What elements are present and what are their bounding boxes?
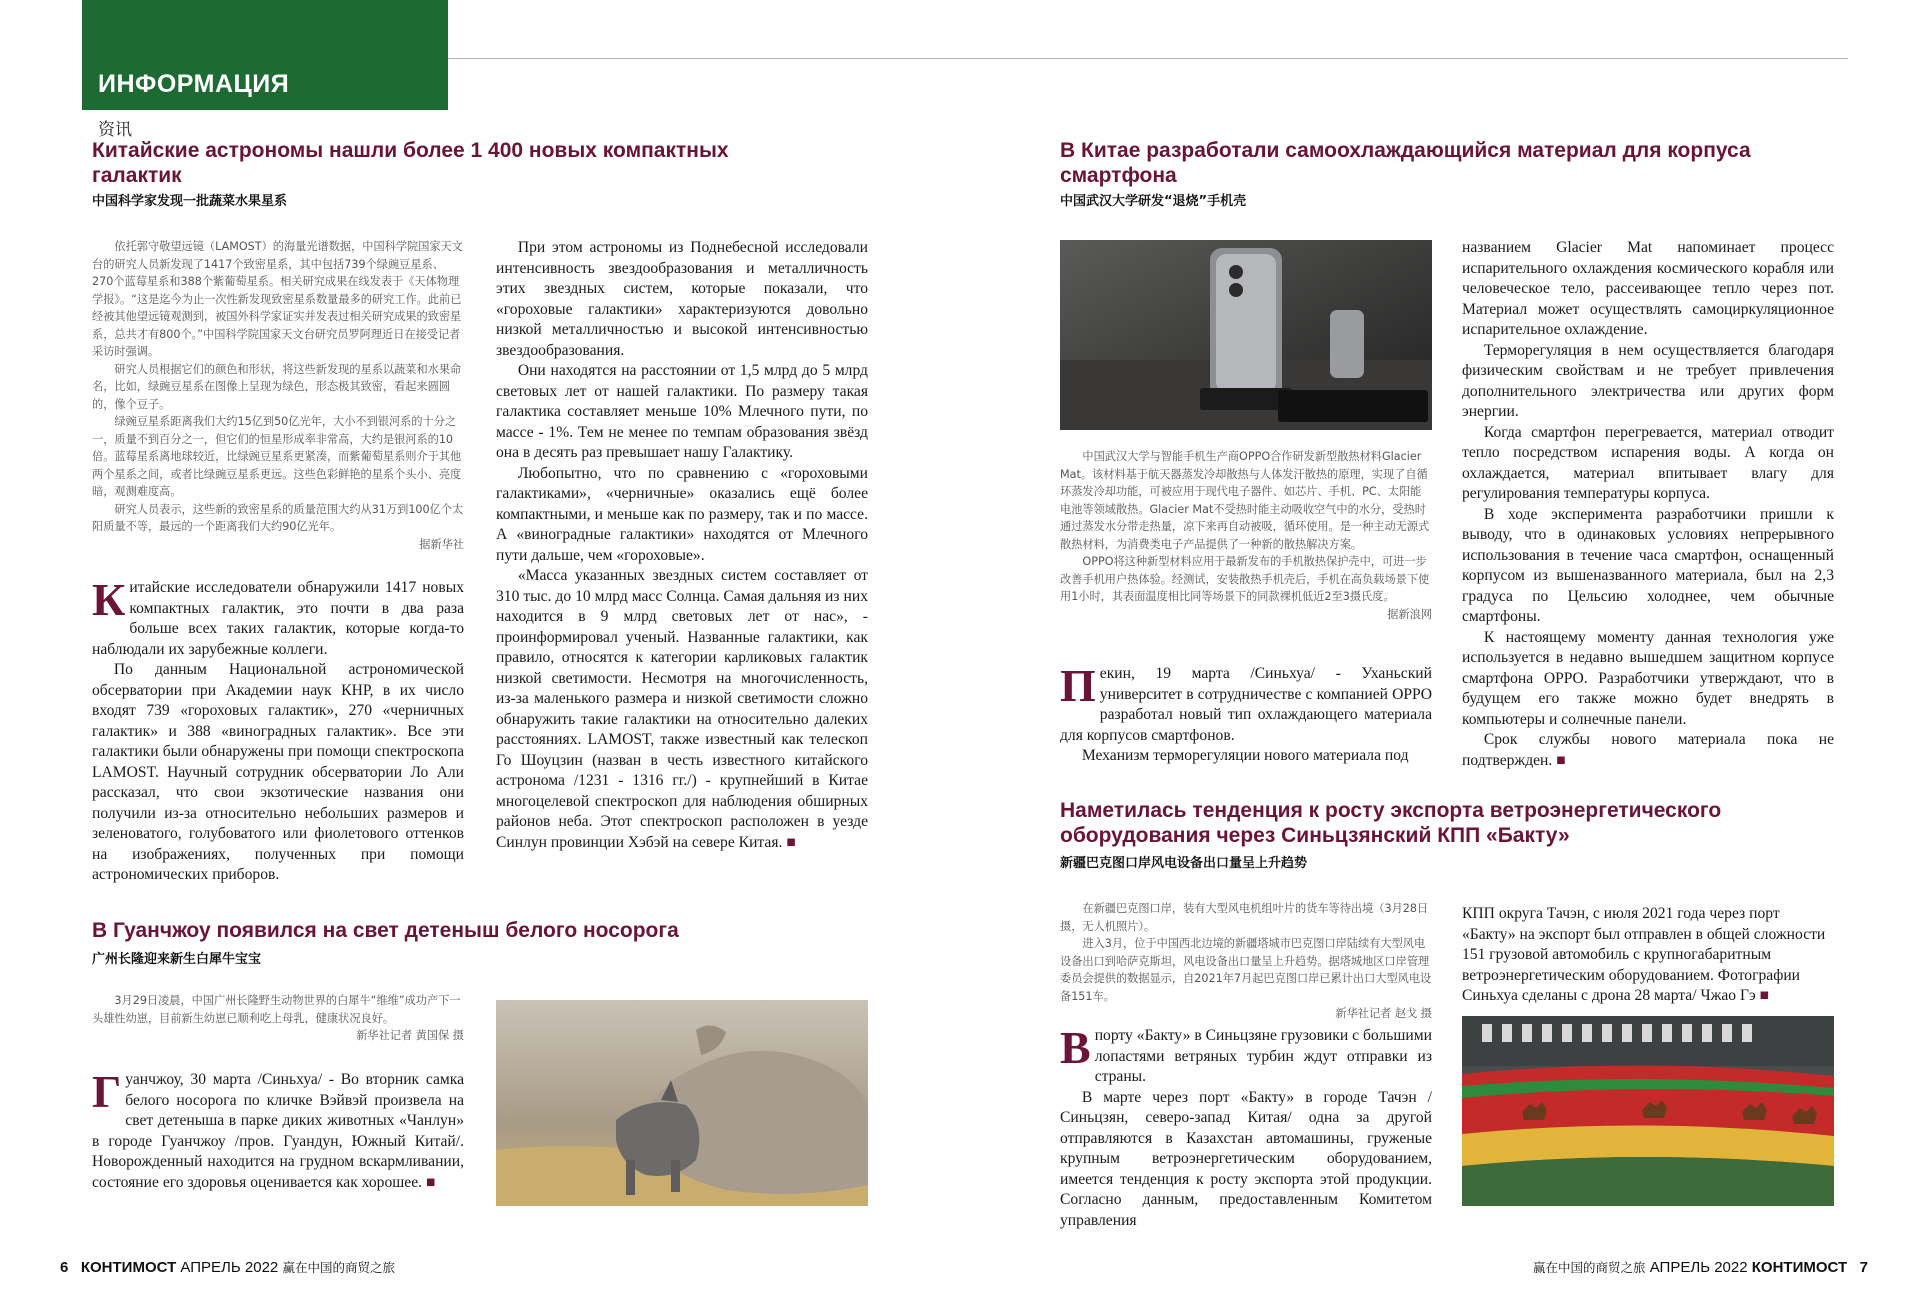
article4-cn-credit: 新华社记者 赵戈 摄 (1335, 1007, 1432, 1020)
rhino-photo-illustration (496, 1000, 868, 1206)
article2-ru-body (92, 1066, 464, 1193)
article3-end-mark: ■ (1556, 751, 1566, 769)
article4-ru-col2 (1462, 904, 1834, 1007)
port-aerial-photo-illustration (1462, 1016, 1834, 1206)
article4-cn-title: 新疆巴克图口岸风电设备出口量呈上升趋势 (1060, 856, 1308, 871)
footer-left-date: АПРЕЛЬ 2022 (180, 1259, 279, 1276)
article2-end-mark: ■ (425, 1173, 436, 1191)
port-aerial-photo (1462, 1016, 1834, 1206)
article1-ru-para-3: При этом астрономы из Поднебесной исследовали интенсивность звездообразования и металличность этих звездных систем, которые показали, что «гороховые галактики» характеризуются довольно низкой металличностью и высокой интенсивностью звездообразования. (496, 239, 868, 359)
article1-cn-para-1: 依托郭守敬望远镜（LAMOST）的海量光谱数据，中国科学院国家天文台的研究人员新发现了1417个致密星系，其中包括739个绿豌豆星系、270个蓝莓星系和388个紫葡萄星系。相关研究成果在线发表于《天体物理学报》。“这是迄今为止一次性新发现致密星系数量最多的研究工作。此前已经被其他望远镜观测到，被国外科学家证实并发表过相关研究成果的致密星系，总共才有800个。”中国科学院国家天文台研究员罗阿理近日在接受记者采访时强调。 (92, 240, 463, 358)
article4-end-mark: ■ (1759, 987, 1770, 1004)
article3-ru-col1 (1060, 660, 1432, 767)
article3-cn-credit: 据新浪网 (1387, 607, 1432, 621)
footer-left (60, 1258, 395, 1276)
article4-cn-para-1: 在新疆巴克图口岸，装有大型风电机组叶片的货车等待出境（3月28日摄，无人机照片）。 (1060, 902, 1429, 933)
top-rule (448, 58, 1848, 59)
article3-cn-body (1060, 448, 1432, 623)
article2-dropcap: Г (92, 1066, 122, 1117)
article1-end-mark: ■ (786, 833, 796, 851)
article3-headline: В Китае разработали самоохлаждающийся материал для корпуса смартфона (1060, 139, 1751, 187)
article3-ru-para-7: К настоящему моменту данная технология уже используется в недавно вышедшем защитном корпусе смартфона OPPO. Разработчики утверждают, что в будущем его также можно будет внедрять в компьютеры и солнечные панели. (1462, 628, 1834, 728)
article1-cn-credit: 据新华社 (419, 537, 464, 551)
article2-cn-para-1: 3月29日凌晨，中国广州长隆野生动物世界的白犀牛“维维”成功产下一头雄性幼崽，目前新生幼崽已顺利吃上母乳，健康状况良好。 (92, 994, 461, 1025)
article3-dropcap: П (1060, 660, 1096, 711)
article3-ru-para-6: В ходе эксперимента разработчики пришли к выводу, что в одинаковых условиях непрерывного использования в течение часа смартфон, оснащенный корпусом из вышеназванного материала, был на 2,3 градуса по Цельсию холоднее, чем обычные смартфоны. (1462, 505, 1834, 625)
article4-ru-para-2: В марте через порт «Бакту» в городе Тачэн /Синьцзян, северо-запад Китая/ одна за другой отправляются в Казахстан автомашины, груженые крупным ветроэнергетическим оборудованием, имеется тенденция к росту экспорта этой продукции. Согласно данным, предоставленным Комитетом управления (1060, 1088, 1432, 1229)
footer-right-page-number: 7 (1859, 1259, 1868, 1276)
article3-cn-para-1: 中国武汉大学与智能手机生产商OPPO合作研发新型散热材料Glacier Mat。该材料基于航天器蒸发冷却散热与人体发汗散热的原理，实现了自循环蒸发冷却功能，可被应用于现代电子器件、如芯片、手机、PC、太阳能电池等领域散热。Glacier Mat不受热时能主动吸收空气中的水分，受热时通过蒸发水分带走热量，凉下来再自动被吸，循环使用。是一种主动无源式散热材料，为消费类电子产品提供了一种新的散热解决方案。 (1060, 450, 1430, 551)
article1-headline: Китайские астрономы нашли более 1 400 новых компактных галактик (92, 139, 729, 187)
article3-ru-para-3: названием Glacier Mat напоминает процесс испарительного охлаждения космического корабля или человеческое тело, рассеивающее тепло через пот. Материал может осуществлять самоциркуляционное испарительное охлаждение. (1462, 239, 1834, 338)
article2-ru-para-1: уанчжоу, 30 марта /Синьхуа/ - Во вторник самка белого носорога по кличке Вэйвэй произвела на свет детеныша в парке диких животных «Чанлун» в городе Гуанчжоу /пров. Гуандун, Южный Китай/. Новорожденный находится на грудном вскармливании, состояние его здоровья оценивается как хорошее. (92, 1071, 464, 1191)
article1-ru-para-2: По данным Национальной астрономической обсерватории при Академии наук КНР, в их число входят 739 «гороховых галактик», 270 «черничных галактик» и 388 «виноградных галактик». Все эти галактики были обнаружены при помощи спектроскопа LAMOST. Научный сотрудник обсерватории Ло Али рассказал, что свои экзотические названия они получили из-за относительно небольших размеров и зеленоватого, голубоватого или фиолетового оттенков на изображениях, полученных при помощи астрономических приборов. (92, 661, 464, 883)
rhino-photo (496, 1000, 868, 1206)
article1-ru-col1 (92, 574, 464, 886)
article4-ru-col1 (1060, 1022, 1432, 1231)
section-cn-label: 资讯 (98, 120, 132, 140)
article1-ru-para-6: «Масса указанных звездных систем составляет от 310 тыс. до 10 млрд масс Солнца. Самая дальняя из них находится в 9 млрд световых лет от нас», - проинформировал ученый. Названные галактики, как правило, относятся к категории карликовых галактик низкой светимости. Несмотря на многочисленность, из-за маленького размера и низкой светимости сложно обнаружить такие галактики на относительно далеких расстояниях. LAMOST, также известный как телескоп Го Шоуцзин (назван в честь известного китайского астронома /1231 - 1316 гг./) - крупнейший в Китае многоцелевой спектроскоп для наблюдения обширных районов неба. Этот спектроскоп расположен в уезде Синлун провинции Хэбэй на севере Китая. (496, 567, 868, 851)
footer-right-brand: КОНТИМОСТ (1751, 1259, 1848, 1276)
smartphone-photo (1060, 240, 1432, 430)
article1-ru-para-1: итайские исследователи обнаружили 1417 новых компактных галактик, это почти в два раза больше всех таких галактик, которые когда-то наблюдали их зарубежные коллеги. (92, 579, 464, 658)
article4-ru-para-1: порту «Бакту» в Синьцзяне грузовики с большими лопастями ветряных турбин ждут отправки из страны. (1094, 1027, 1432, 1085)
article3-ru-para-1: екин, 19 марта /Синьхуа/ - Уханьский университет в сотрудничестве с компанией OPPO разработал новый тип охлаждающего материала для корпусов смартфонов. (1060, 665, 1432, 744)
article4-cn-para-2: 进入3月，位于中国西北边境的新疆塔城市巴克图口岸陆续有大型风电设备出口到哈萨克斯坦，风电设备出口量呈上升趋势。据塔城地区口岸管理委员会提供的数据显示，自2021年7月起巴克图口岸已累计出口大型风电设备151车。 (1060, 937, 1432, 1003)
article3-cn-para-2: OPPO将这种新型材料应用于最新发布的手机散热保护壳中，可进一步改善手机用户热体验。经测试，安装散热手机壳后，手机在高负载场景下使用1小时，其表面温度相比同等场景下的同款裸机低近2至3摄氏度。 (1060, 555, 1430, 603)
article3-ru-para-4: Терморегуляция в нем осуществляется благодаря физическим свойствам и не требует привлечения дополнительного электричества или других форм энергии. (1462, 341, 1834, 420)
article1-cn-para-2: 研究人员根据它们的颜色和形状，将这些新发现的星系以蔬菜和水果命名，比如，绿豌豆星系在图像上呈现为绿色，形态极其致密，看起来圆圆的，像个豆子。 (92, 362, 462, 411)
article1-ru-col2 (496, 238, 868, 853)
article1-cn-para-4: 研究人员表示，这些新的致密星系的质量范围大约从31万到100亿个太阳质量不等，最远的一个距离我们大约90亿光年。 (92, 502, 464, 533)
article1-cn-title: 中国科学家发现一批蔬菜水果星系 (92, 194, 288, 209)
article4-headline: Наметилась тенденция к росту экспорта ветроэнергетического оборудования через Синьцзянский КПП «Бакту» (1060, 799, 1722, 847)
article3-cn-title: 中国武汉大学研发“退烧”手机壳 (1060, 194, 1247, 209)
article1-ru-para-4: Они находятся на расстоянии от 1,5 млрд до 5 млрд световых лет от нашей галактики. По размеру такая галактика составляет меньше 10% Млечного пути, по массе - 1%. Тем не менее по темпам образования звёзд она в десять раз превышает нашу Галактику. (496, 362, 868, 461)
article3-ru-col2 (1462, 238, 1834, 771)
footer-left-slogan: 赢在中国的商贸之旅 (282, 1260, 395, 1275)
article1-cn-para-3: 绿豌豆星系距离我们大约15亿到50亿光年，大小不到银河系的十分之一，质量不到百分之一，但它们的恒星形成率非常高，大约是银河系的10倍。蓝莓星系离地球较近，比绿豌豆星系更紧凑，而紫葡萄星系则介于其他两个星系之间，或者比绿豌豆星系更远。这些色彩鲜艳的星系个头小、亮度暗，观测难度高。 (92, 415, 462, 498)
article2-cn-credit: 新华社记者 黄国保 摄 (356, 1029, 464, 1042)
article3-ru-para-2: Механизм терморегуляции нового материала под (1081, 747, 1409, 764)
article1-cn-body (92, 238, 464, 553)
footer-right-slogan: 赢在中国的商贸之旅 (1533, 1260, 1646, 1275)
article4-cn-body (1060, 900, 1432, 1023)
footer-right-date: АПРЕЛЬ 2022 (1649, 1259, 1748, 1276)
article2-cn-body (92, 992, 464, 1045)
footer-left-page-number: 6 (60, 1259, 69, 1276)
article3-ru-para-5: Когда смартфон перегревается, материал отводит тепло посредством испарения воды. А когда он охлаждается, материал впитывает влагу для регулирования температуры корпуса. (1462, 423, 1834, 502)
article4-ru-para-3: КПП округа Тачэн, с июля 2021 года через порт «Бакту» на экспорт был отправлен в общей сложности 151 грузовой автомобиль с крупногабаритным ветроэнергетическим оборудованием. Фотографии Синьхуа сделаны с дрона 28 марта/ Чжао Гэ (1462, 905, 1826, 1004)
article1-ru-para-5: Любопытно, что по сравнению с «гороховыми галактиками», «черничные» оказались ещё более компактными, и меньше как по размеру, так и по массе. А «виноградные галактики» находятся от Млечного пути дальше, чем «гороховые». (496, 464, 868, 564)
footer-right (1533, 1258, 1868, 1276)
article3-ru-para-8: Срок службы нового материала пока не подтвержден. (1462, 731, 1834, 769)
article2-headline: В Гуанчжоу появился на свет детеныш белого носорога (92, 919, 679, 942)
article1-dropcap: К (92, 574, 126, 625)
smartphone-photo-illustration (1060, 240, 1432, 430)
article2-cn-title: 广州长隆迎来新生白犀牛宝宝 (92, 952, 262, 967)
article4-dropcap: В (1060, 1022, 1091, 1073)
section-label: ИНФОРМАЦИЯ (98, 70, 290, 98)
footer-left-brand: КОНТИМОСТ (80, 1259, 177, 1276)
